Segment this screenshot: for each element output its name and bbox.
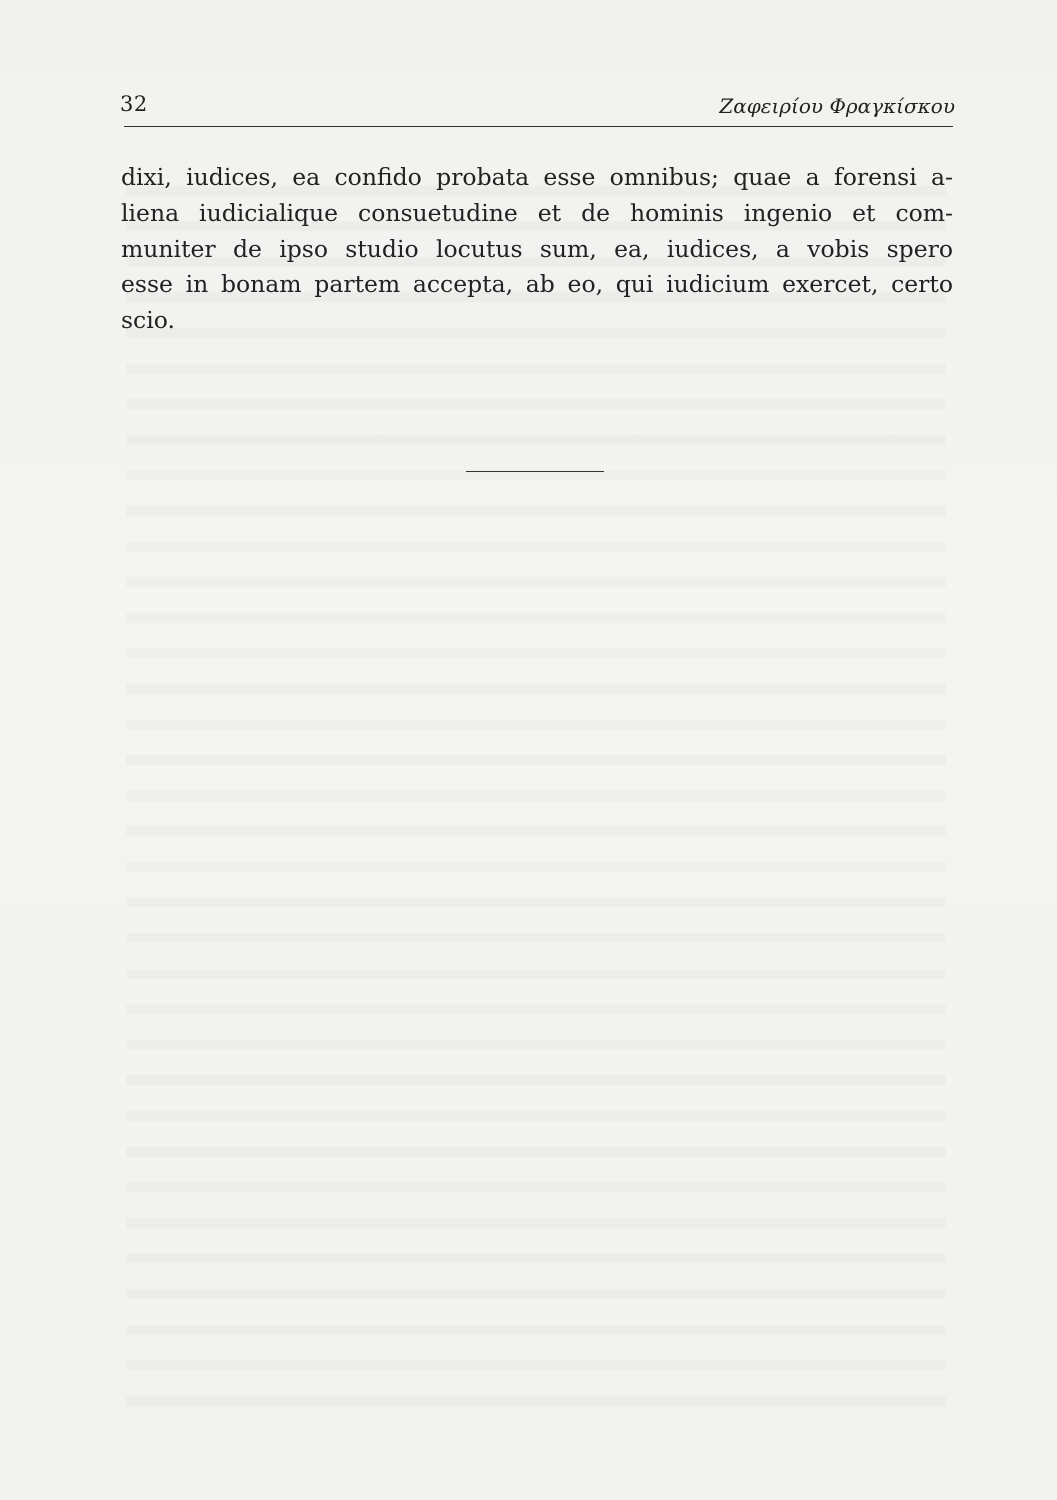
header-rule: [124, 126, 953, 127]
text-line: muniter de ipso studio locutus sum, ea, iudices, a vobis spero: [121, 234, 953, 263]
page-header: [120, 92, 955, 126]
text-line: esse in bonam partem accepta, ab eo, qui iudicium exercet, certo: [121, 270, 953, 299]
body-text: [121, 160, 953, 339]
show-through-background: [126, 160, 946, 1406]
running-head: Ζαφειρίου Φραγκίσκου: [719, 94, 955, 118]
text-line: dixi, iudices, ea confido probata esse omnibus; quae a forensi a-: [121, 163, 953, 191]
text-line: liena iudicialique consuetudine et de hominis ingenio et com-: [121, 198, 953, 227]
page-number: 32: [120, 92, 148, 116]
section-end-rule: [466, 471, 604, 472]
text-line: scio.: [121, 306, 175, 335]
